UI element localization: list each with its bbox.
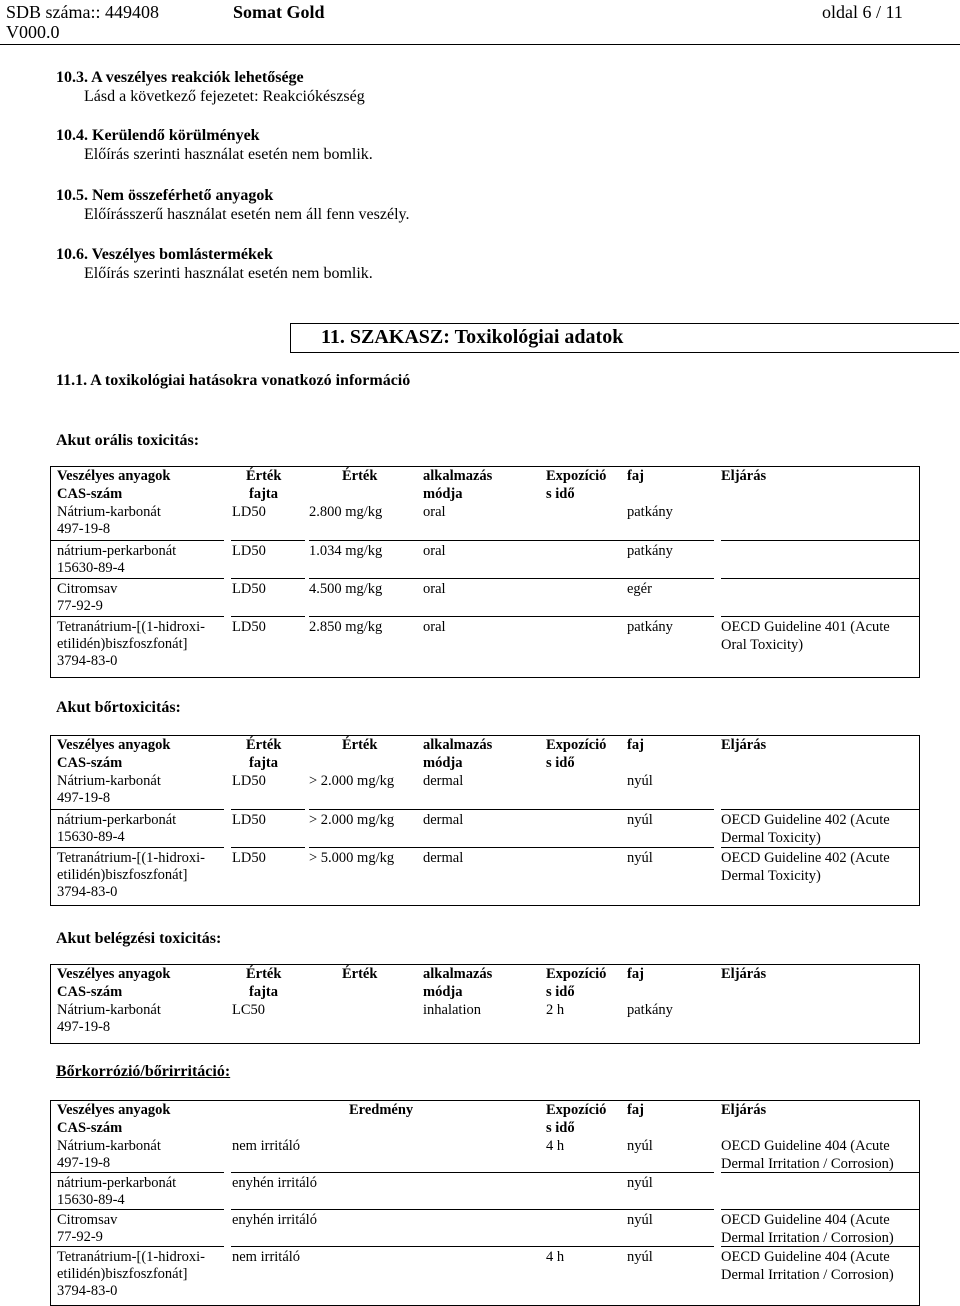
table-row-species: patkány (627, 543, 673, 559)
table-row-substance: 15630-89-4 (57, 829, 125, 845)
table-row-substance: 3794-83-0 (57, 653, 118, 669)
table-row-method: OECD Guideline 404 (Acute (721, 1249, 890, 1265)
table-row-substance: Citromsav (57, 1212, 118, 1228)
table-row-method: OECD Guideline 404 (Acute (721, 1138, 890, 1154)
row-separator (231, 540, 305, 541)
table-row-substance: 3794-83-0 (57, 884, 118, 900)
table-row-species: nyúl (627, 1138, 653, 1154)
row-separator (51, 540, 224, 541)
table-row-method: Dermal Irritation / Corrosion) (721, 1267, 894, 1283)
row-separator (721, 616, 919, 617)
table-row-value: 4.500 mg/kg (309, 581, 383, 597)
section-10-5 (56, 186, 409, 224)
header-value-type: fajta (249, 984, 278, 1000)
table-row-species: nyúl (627, 1249, 653, 1265)
row-separator (231, 1209, 714, 1210)
section-10-3-title: 10.3. A veszélyes reakciók lehetősége (56, 69, 304, 86)
row-separator (51, 847, 224, 848)
table-row-result: enyhén irritáló (232, 1175, 317, 1191)
table-row-result: enyhén irritáló (232, 1212, 317, 1228)
row-separator (721, 1209, 919, 1210)
inhalation-toxicity-table (50, 964, 920, 1044)
table-row-value: 1.034 mg/kg (309, 543, 383, 559)
header-exposure: s idő (546, 486, 575, 502)
header-value: Érték (342, 468, 378, 484)
section-10-4 (56, 126, 373, 164)
table-row-substance: 77-92-9 (57, 1229, 103, 1245)
row-separator (309, 540, 714, 541)
table-row-value: > 5.000 mg/kg (309, 850, 395, 866)
header-cas: CAS-szám (57, 486, 123, 502)
dermal-toxicity-table (50, 735, 920, 906)
row-separator (231, 847, 305, 848)
table-row-method: OECD Guideline 402 (Acute (721, 850, 890, 866)
table-row-substance: Nátrium-karbonát (57, 773, 161, 789)
table-row-result: nem irritáló (232, 1138, 301, 1154)
table-row-substance: nátrium-perkarbonát (57, 543, 177, 559)
row-separator (309, 616, 714, 617)
table-row-value-type: LD50 (232, 773, 266, 789)
header-value: Érték (342, 966, 378, 982)
row-separator (231, 809, 305, 810)
header-route: módja (423, 755, 463, 771)
table-row-value: 2.800 mg/kg (309, 504, 383, 520)
header-cas: CAS-szám (57, 984, 123, 1000)
row-separator (51, 1246, 224, 1247)
oral-toxicity-table (50, 466, 920, 678)
table-row-species: nyúl (627, 773, 653, 789)
header-value-type: Érték (246, 468, 282, 484)
row-separator (721, 1172, 919, 1173)
table-row-method: Oral Toxicity) (721, 637, 804, 653)
table-row-substance: 497-19-8 (57, 1019, 111, 1035)
section-10-6 (56, 245, 373, 283)
table-row-method: OECD Guideline 404 (Acute (721, 1212, 890, 1228)
header-value-type: Érték (246, 737, 282, 753)
header-value-type: fajta (249, 755, 278, 771)
inhalation-toxicity-title: Akut belégzési toxicitás: (56, 930, 222, 947)
row-separator (309, 578, 714, 579)
table-row-method: Dermal Toxicity) (721, 830, 821, 846)
table-row-method: Dermal Irritation / Corrosion) (721, 1156, 894, 1172)
row-separator (721, 540, 919, 541)
table-row-exposure: 4 h (546, 1249, 565, 1265)
table-row-value: > 2.000 mg/kg (309, 773, 395, 789)
table-row-substance: 15630-89-4 (57, 1192, 125, 1208)
row-separator (231, 1172, 714, 1173)
table-row-route: oral (423, 543, 446, 559)
section-10-5-body: Előírásszerű használat esetén nem áll fenn veszély. (84, 206, 410, 223)
header-method: Eljárás (721, 966, 767, 982)
oral-toxicity-title: Akut orális toxicitás: (56, 432, 200, 449)
table-row-value: 2.850 mg/kg (309, 619, 383, 635)
table-row-species: patkány (627, 1002, 673, 1018)
row-separator (51, 1209, 224, 1210)
header-substance: Veszélyes anyagok (57, 1102, 171, 1118)
header-substance: Veszélyes anyagok (57, 966, 171, 982)
header-method: Eljárás (721, 468, 767, 484)
table-row-substance: etilidén)biszfoszfonát] (57, 867, 188, 883)
table-row-species: nyúl (627, 850, 653, 866)
page-number: oldal 6 / 11 (822, 2, 903, 22)
section-10-3 (56, 68, 365, 106)
header-value-type: Érték (246, 966, 282, 982)
table-row-substance: 497-19-8 (57, 790, 111, 806)
table-row-value-type: LC50 (232, 1002, 266, 1018)
table-row-method: Dermal Irritation / Corrosion) (721, 1230, 894, 1246)
section-11-title: 11. SZAKASZ: Toxikológiai adatok (321, 326, 624, 348)
table-row-substance: etilidén)biszfoszfonát] (57, 636, 188, 652)
table-row-substance: nátrium-perkarbonát (57, 812, 177, 828)
table-row-exposure: 4 h (546, 1138, 565, 1154)
header-exposure: s idő (546, 984, 575, 1000)
header-route: módja (423, 984, 463, 1000)
section-11-1-title: 11.1. A toxikológiai hatásokra vonatkozó információ (56, 372, 411, 389)
header-cas: CAS-szám (57, 755, 123, 771)
row-separator (721, 578, 919, 579)
table-row-substance: Tetranátrium-[(1-hidroxi- (57, 619, 205, 635)
header-method: Eljárás (721, 737, 767, 753)
section-10-6-body: Előírás szerinti használat esetén nem bomlik. (84, 265, 373, 282)
table-row-substance: 77-92-9 (57, 598, 103, 614)
table-row-substance: Nátrium-karbonát (57, 1138, 161, 1154)
table-row-value-type: LD50 (232, 543, 266, 559)
table-row-substance: Nátrium-karbonát (57, 504, 161, 520)
row-separator (51, 616, 224, 617)
header-divider (0, 44, 960, 45)
table-row-substance: 3794-83-0 (57, 1283, 118, 1299)
header-exposure: s idő (546, 1120, 575, 1136)
row-separator (51, 578, 224, 579)
header-value-type: fajta (249, 486, 278, 502)
header-route: módja (423, 486, 463, 502)
table-row-value-type: LD50 (232, 581, 266, 597)
table-row-route: oral (423, 619, 446, 635)
header-species: faj (627, 966, 644, 982)
header-species: faj (627, 737, 644, 753)
table-row-value: > 2.000 mg/kg (309, 812, 395, 828)
table-row-route: oral (423, 581, 446, 597)
header-substance: Veszélyes anyagok (57, 468, 171, 484)
header-exposure: s idő (546, 755, 575, 771)
table-row-substance: etilidén)biszfoszfonát] (57, 1266, 188, 1282)
header-value: Érték (342, 737, 378, 753)
header-cas: CAS-szám (57, 1120, 123, 1136)
table-row-substance: 15630-89-4 (57, 560, 125, 576)
table-row-substance: 497-19-8 (57, 521, 111, 537)
section-10-4-body: Előírás szerinti használat esetén nem bomlik. (84, 146, 373, 163)
header-exposure: Expozíció (546, 468, 607, 484)
table-row-substance: Citromsav (57, 581, 118, 597)
section-10-5-title: 10.5. Nem összeférhető anyagok (56, 187, 274, 204)
table-row-substance: Tetranátrium-[(1-hidroxi- (57, 1249, 205, 1265)
row-separator (51, 809, 224, 810)
table-row-species: patkány (627, 504, 673, 520)
row-separator (721, 1246, 919, 1247)
section-10-6-title: 10.6. Veszélyes bomlástermékek (56, 246, 273, 263)
table-row-result: nem irritáló (232, 1249, 301, 1265)
table-row-substance: Tetranátrium-[(1-hidroxi- (57, 850, 205, 866)
header-substance: Veszélyes anyagok (57, 737, 171, 753)
section-10-4-title: 10.4. Kerülendő körülmények (56, 127, 260, 144)
skin-corrosion-title: Bőrkorrózió/bőrirritáció: (56, 1063, 231, 1080)
skin-corrosion-table (50, 1100, 920, 1306)
header-exposure: Expozíció (546, 1102, 607, 1118)
row-separator (721, 809, 919, 810)
table-row-exposure: 2 h (546, 1002, 565, 1018)
version: V000.0 (6, 22, 60, 42)
table-row-species: egér (627, 581, 652, 597)
table-row-species: nyúl (627, 1212, 653, 1228)
header-species: faj (627, 468, 644, 484)
header-method: Eljárás (721, 1102, 767, 1118)
table-row-method: Dermal Toxicity) (721, 868, 821, 884)
sdb-number: SDB száma:: 449408 (6, 2, 159, 22)
dermal-toxicity-title: Akut bőrtoxicitás: (56, 699, 181, 716)
header-route: alkalmazás (423, 468, 493, 484)
table-row-route: dermal (423, 850, 464, 866)
product-name: Somat Gold (233, 2, 325, 22)
table-row-value-type: LD50 (232, 619, 266, 635)
table-row-species: nyúl (627, 1175, 653, 1191)
header-exposure: Expozíció (546, 737, 607, 753)
table-row-substance: Nátrium-karbonát (57, 1002, 161, 1018)
table-row-route: oral (423, 504, 446, 520)
table-row-species: patkány (627, 619, 673, 635)
table-row-route: dermal (423, 812, 464, 828)
table-row-value-type: LD50 (232, 850, 266, 866)
row-separator (51, 1172, 224, 1173)
table-row-species: nyúl (627, 812, 653, 828)
header-exposure: Expozíció (546, 966, 607, 982)
header-result: Eredmény (349, 1102, 414, 1118)
table-row-substance: 497-19-8 (57, 1155, 111, 1171)
row-separator (231, 1246, 714, 1247)
header-route: alkalmazás (423, 966, 493, 982)
table-row-route: inhalation (423, 1002, 481, 1018)
table-row-route: dermal (423, 773, 464, 789)
row-separator (231, 616, 305, 617)
row-separator (231, 578, 305, 579)
table-row-substance: nátrium-perkarbonát (57, 1175, 177, 1191)
header-route: alkalmazás (423, 737, 493, 753)
table-row-value-type: LD50 (232, 812, 266, 828)
table-row-method: OECD Guideline 401 (Acute (721, 619, 890, 635)
section-10-3-body: Lásd a következő fejezetet: Reakciókészség (84, 88, 365, 105)
row-separator (309, 847, 714, 848)
row-separator (309, 809, 714, 810)
header-species: faj (627, 1102, 644, 1118)
row-separator (721, 847, 919, 848)
table-row-value-type: LD50 (232, 504, 266, 520)
table-row-method: OECD Guideline 402 (Acute (721, 812, 890, 828)
